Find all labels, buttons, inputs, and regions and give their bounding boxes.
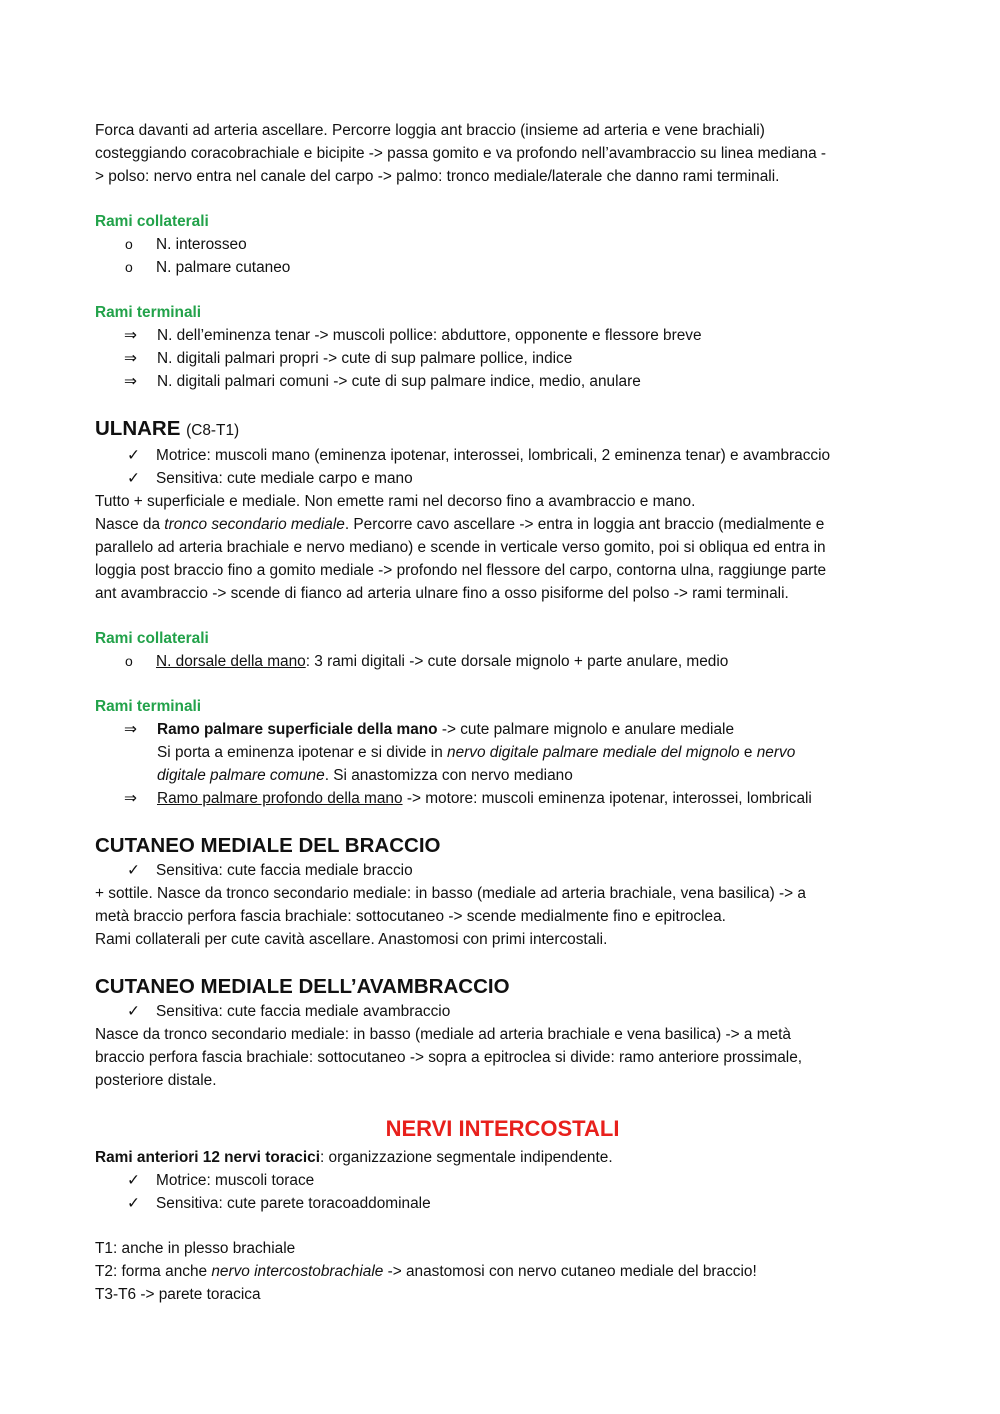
cutaneous-forearm-text-line: Nasce da tronco secondario mediale: in basso (mediale ad arteria brachiale e vena basilica) -> a metà	[95, 1026, 791, 1043]
list-item-continuation: Si porta a eminenza ipotenar e si divide in nervo digitale palmare mediale del mignolo e nervo	[157, 744, 796, 761]
cutaneous-forearm-title: CUTANEO MEDIALE DELL’AVAMBRACCIO	[95, 975, 510, 998]
intercostal-text-line: T3-T6 -> parete toracica	[95, 1286, 261, 1303]
check-icon: ✓	[127, 862, 140, 879]
double-arrow-icon: ⇒	[124, 721, 137, 738]
double-arrow-icon: ⇒	[124, 790, 137, 807]
median-collateral-heading: Rami collaterali	[95, 213, 209, 230]
median-intro-line: Forca davanti ad arteria ascellare. Percorre loggia ant braccio (insieme ad arteria e vene brachiali)	[95, 122, 765, 139]
list-item: ✓ Motrice: muscoli mano (eminenza ipotenar, interossei, lombricali, 2 eminenza tenar) e avambraccio	[95, 444, 910, 467]
cutaneous-arm-text-line: Rami collaterali per cute cavità ascellare. Anastomosi con primi intercostali.	[95, 931, 608, 948]
list-item: o N. interosseo	[95, 233, 910, 256]
check-icon: ✓	[127, 1195, 140, 1212]
list-item: ✓ Sensitiva: cute faccia mediale avambraccio	[95, 1000, 910, 1023]
ulnar-collateral-heading: Rami collaterali	[95, 630, 209, 647]
intercostal-title: NERVI INTERCOSTALI	[385, 1116, 620, 1141]
medial-cutaneous-arm-section	[95, 832, 910, 951]
check-icon: ✓	[127, 1003, 140, 1020]
median-nerve-section	[95, 119, 910, 393]
list-item: o N. palmare cutaneo	[95, 256, 910, 279]
cutaneous-forearm-text-line: braccio perfora fascia brachiale: sottocutaneo -> sopra a epitroclea si divide: ramo anteriore prossimale,	[95, 1049, 803, 1066]
list-item: ⇒ N. digitali palmari comuni -> cute di sup palmare indice, medio, anulare	[95, 370, 910, 393]
ulnar-terminal-heading: Rami terminali	[95, 698, 202, 715]
intercostal-text-line: T1: anche in plesso brachiale	[95, 1240, 296, 1257]
ulnar-text-line: ant avambraccio -> scende di fianco ad arteria ulnare fino a osso pisiforme del polso -> rami terminali.	[95, 585, 789, 602]
list-item: ✓ Motrice: muscoli torace	[95, 1169, 910, 1192]
double-arrow-icon: ⇒	[124, 350, 137, 367]
cutaneous-arm-text-line: + sottile. Nasce da tronco secondario mediale: in basso (mediale ad arteria brachiale, vena basilica) -> a	[95, 885, 806, 902]
list-item: ✓ Sensitiva: cute mediale carpo e mano	[95, 467, 910, 490]
double-arrow-icon: ⇒	[124, 327, 137, 344]
ulnar-text-line: loggia post braccio fino a gomito mediale -> profondo nel flessore del carpo, contorna ulna, raggiunge parte	[95, 562, 827, 579]
ulnar-text-line: parallelo ad arteria brachiale e nervo mediano) e scende in verticale verso gomito, poi si obliqua ed entra in	[95, 539, 826, 556]
circle-bullet-icon: o	[125, 653, 133, 669]
medial-cutaneous-forearm-section	[95, 973, 910, 1092]
ulnar-text-line: Nasce da tronco secondario mediale. Percorre cavo ascellare -> entra in loggia ant braccio (medialmente e	[95, 516, 825, 533]
check-icon: ✓	[127, 470, 140, 487]
ulnar-title: ULNARE (C8-T1)	[95, 417, 240, 440]
median-intro-line: costeggiando coracobrachiale e bicipite -> passa gomito e va profondo nell’avambraccio su linea mediana -	[95, 145, 827, 162]
list-item-continuation: digitale palmare comune. Si anastomizza con nervo mediano	[157, 767, 573, 784]
list-item: ✓ Sensitiva: cute parete toracoaddominale	[95, 1192, 910, 1215]
double-arrow-icon: ⇒	[124, 373, 137, 390]
cutaneous-arm-text-line: metà braccio perfora fascia brachiale: sottocutaneo -> scende medialmente fino e epitroclea.	[95, 908, 726, 925]
intercostal-intro: Rami anteriori 12 nervi toracici: organizzazione segmentale indipendente.	[95, 1149, 613, 1166]
cutaneous-forearm-text-line: posteriore distale.	[95, 1072, 217, 1089]
intercostal-text-line: T2: forma anche nervo intercostobrachiale -> anastomosi con nervo cutaneo mediale del braccio!	[95, 1263, 757, 1280]
check-icon: ✓	[127, 1172, 140, 1189]
ulnar-roots: (C8-T1)	[186, 422, 240, 439]
list-item: o N. dorsale della mano: 3 rami digitali -> cute dorsale mignolo + parte anulare, medio	[95, 650, 910, 673]
circle-bullet-icon: o	[125, 236, 133, 252]
list-item: ⇒ N. dell’eminenza tenar -> muscoli pollice: abduttore, opponente e flessore breve	[95, 324, 910, 347]
cutaneous-arm-title: CUTANEO MEDIALE DEL BRACCIO	[95, 834, 441, 857]
intercostal-nerves-section	[95, 1114, 910, 1306]
list-item: ⇒ N. digitali palmari propri -> cute di sup palmare pollice, indice	[95, 347, 910, 370]
median-intro-line: > polso: nervo entra nel canale del carpo -> palmo: tronco mediale/laterale che danno rami terminali.	[95, 168, 780, 185]
list-item: ⇒ Ramo palmare profondo della mano -> motore: muscoli eminenza ipotenar, interossei, lombricali	[95, 787, 910, 810]
ulnar-nerve-section	[95, 415, 910, 810]
check-icon: ✓	[127, 447, 140, 464]
ulnar-text-line: Tutto + superficiale e mediale. Non emette rami nel decorso fino a avambraccio e mano.	[95, 493, 696, 510]
circle-bullet-icon: o	[125, 259, 133, 275]
median-terminal-heading: Rami terminali	[95, 304, 202, 321]
list-item: ✓ Sensitiva: cute faccia mediale braccio	[95, 859, 910, 882]
list-item: ⇒ Ramo palmare superficiale della mano -> cute palmare mignolo e anulare mediale	[95, 718, 910, 741]
